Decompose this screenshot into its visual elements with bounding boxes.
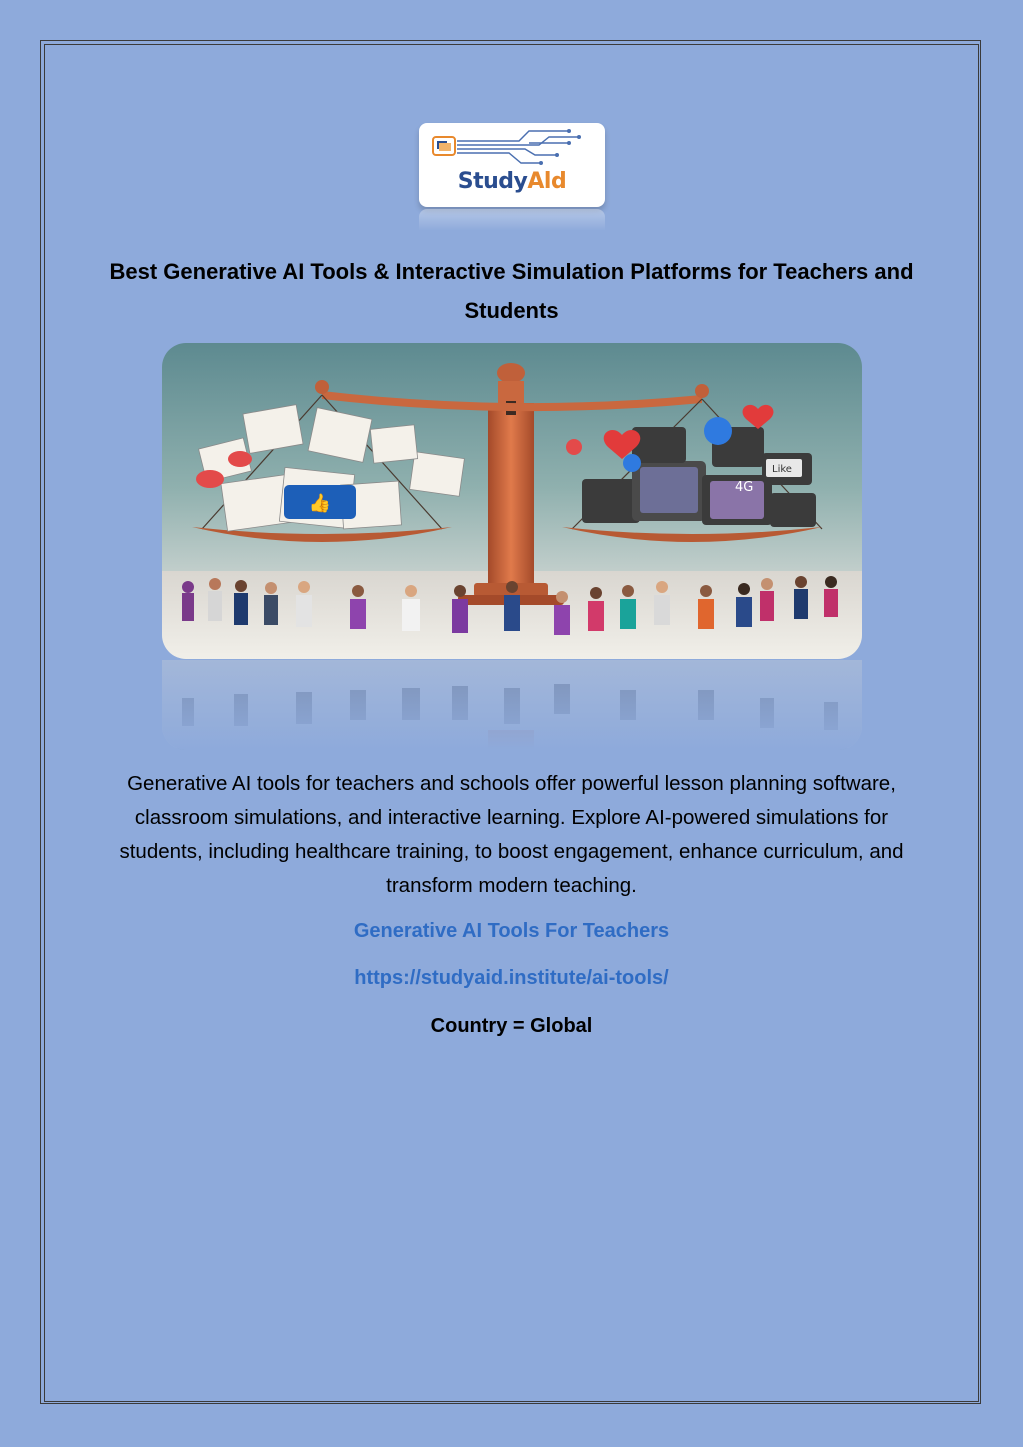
svg-text:Like: Like (772, 464, 792, 475)
studyaid-url-link[interactable]: https://studyaid.institute/ai-tools/ (354, 967, 669, 989)
hero-image (162, 343, 862, 659)
svg-text:4G: 4G (735, 480, 754, 495)
generative-ai-tools-link[interactable]: Generative AI Tools For Teachers (353, 920, 670, 942)
studyaid-logo (419, 123, 605, 207)
scale-pillar (488, 403, 534, 589)
hero-image-reflection (162, 660, 862, 750)
logo-wordmark: StudyAld (457, 169, 567, 194)
svg-text:👍: 👍 (308, 493, 332, 514)
description-paragraph: Generative AI tools for teachers and schools offer powerful lesson planning software, classroom simulations, and interactive learning. Explore AI-powered simulations for students, including healthcare training, to boost engagement, enhance curriculum, and transform modern teaching. (119, 772, 904, 897)
circuit-monitor-icon (429, 127, 595, 171)
logo-reflection (419, 209, 605, 231)
balance-scale-illustration (162, 343, 862, 659)
country-label: Country = Global (430, 1015, 593, 1037)
page-title: Best Generative AI Tools & Interactive Simulation Platforms for Teachers and Students (109, 259, 914, 323)
